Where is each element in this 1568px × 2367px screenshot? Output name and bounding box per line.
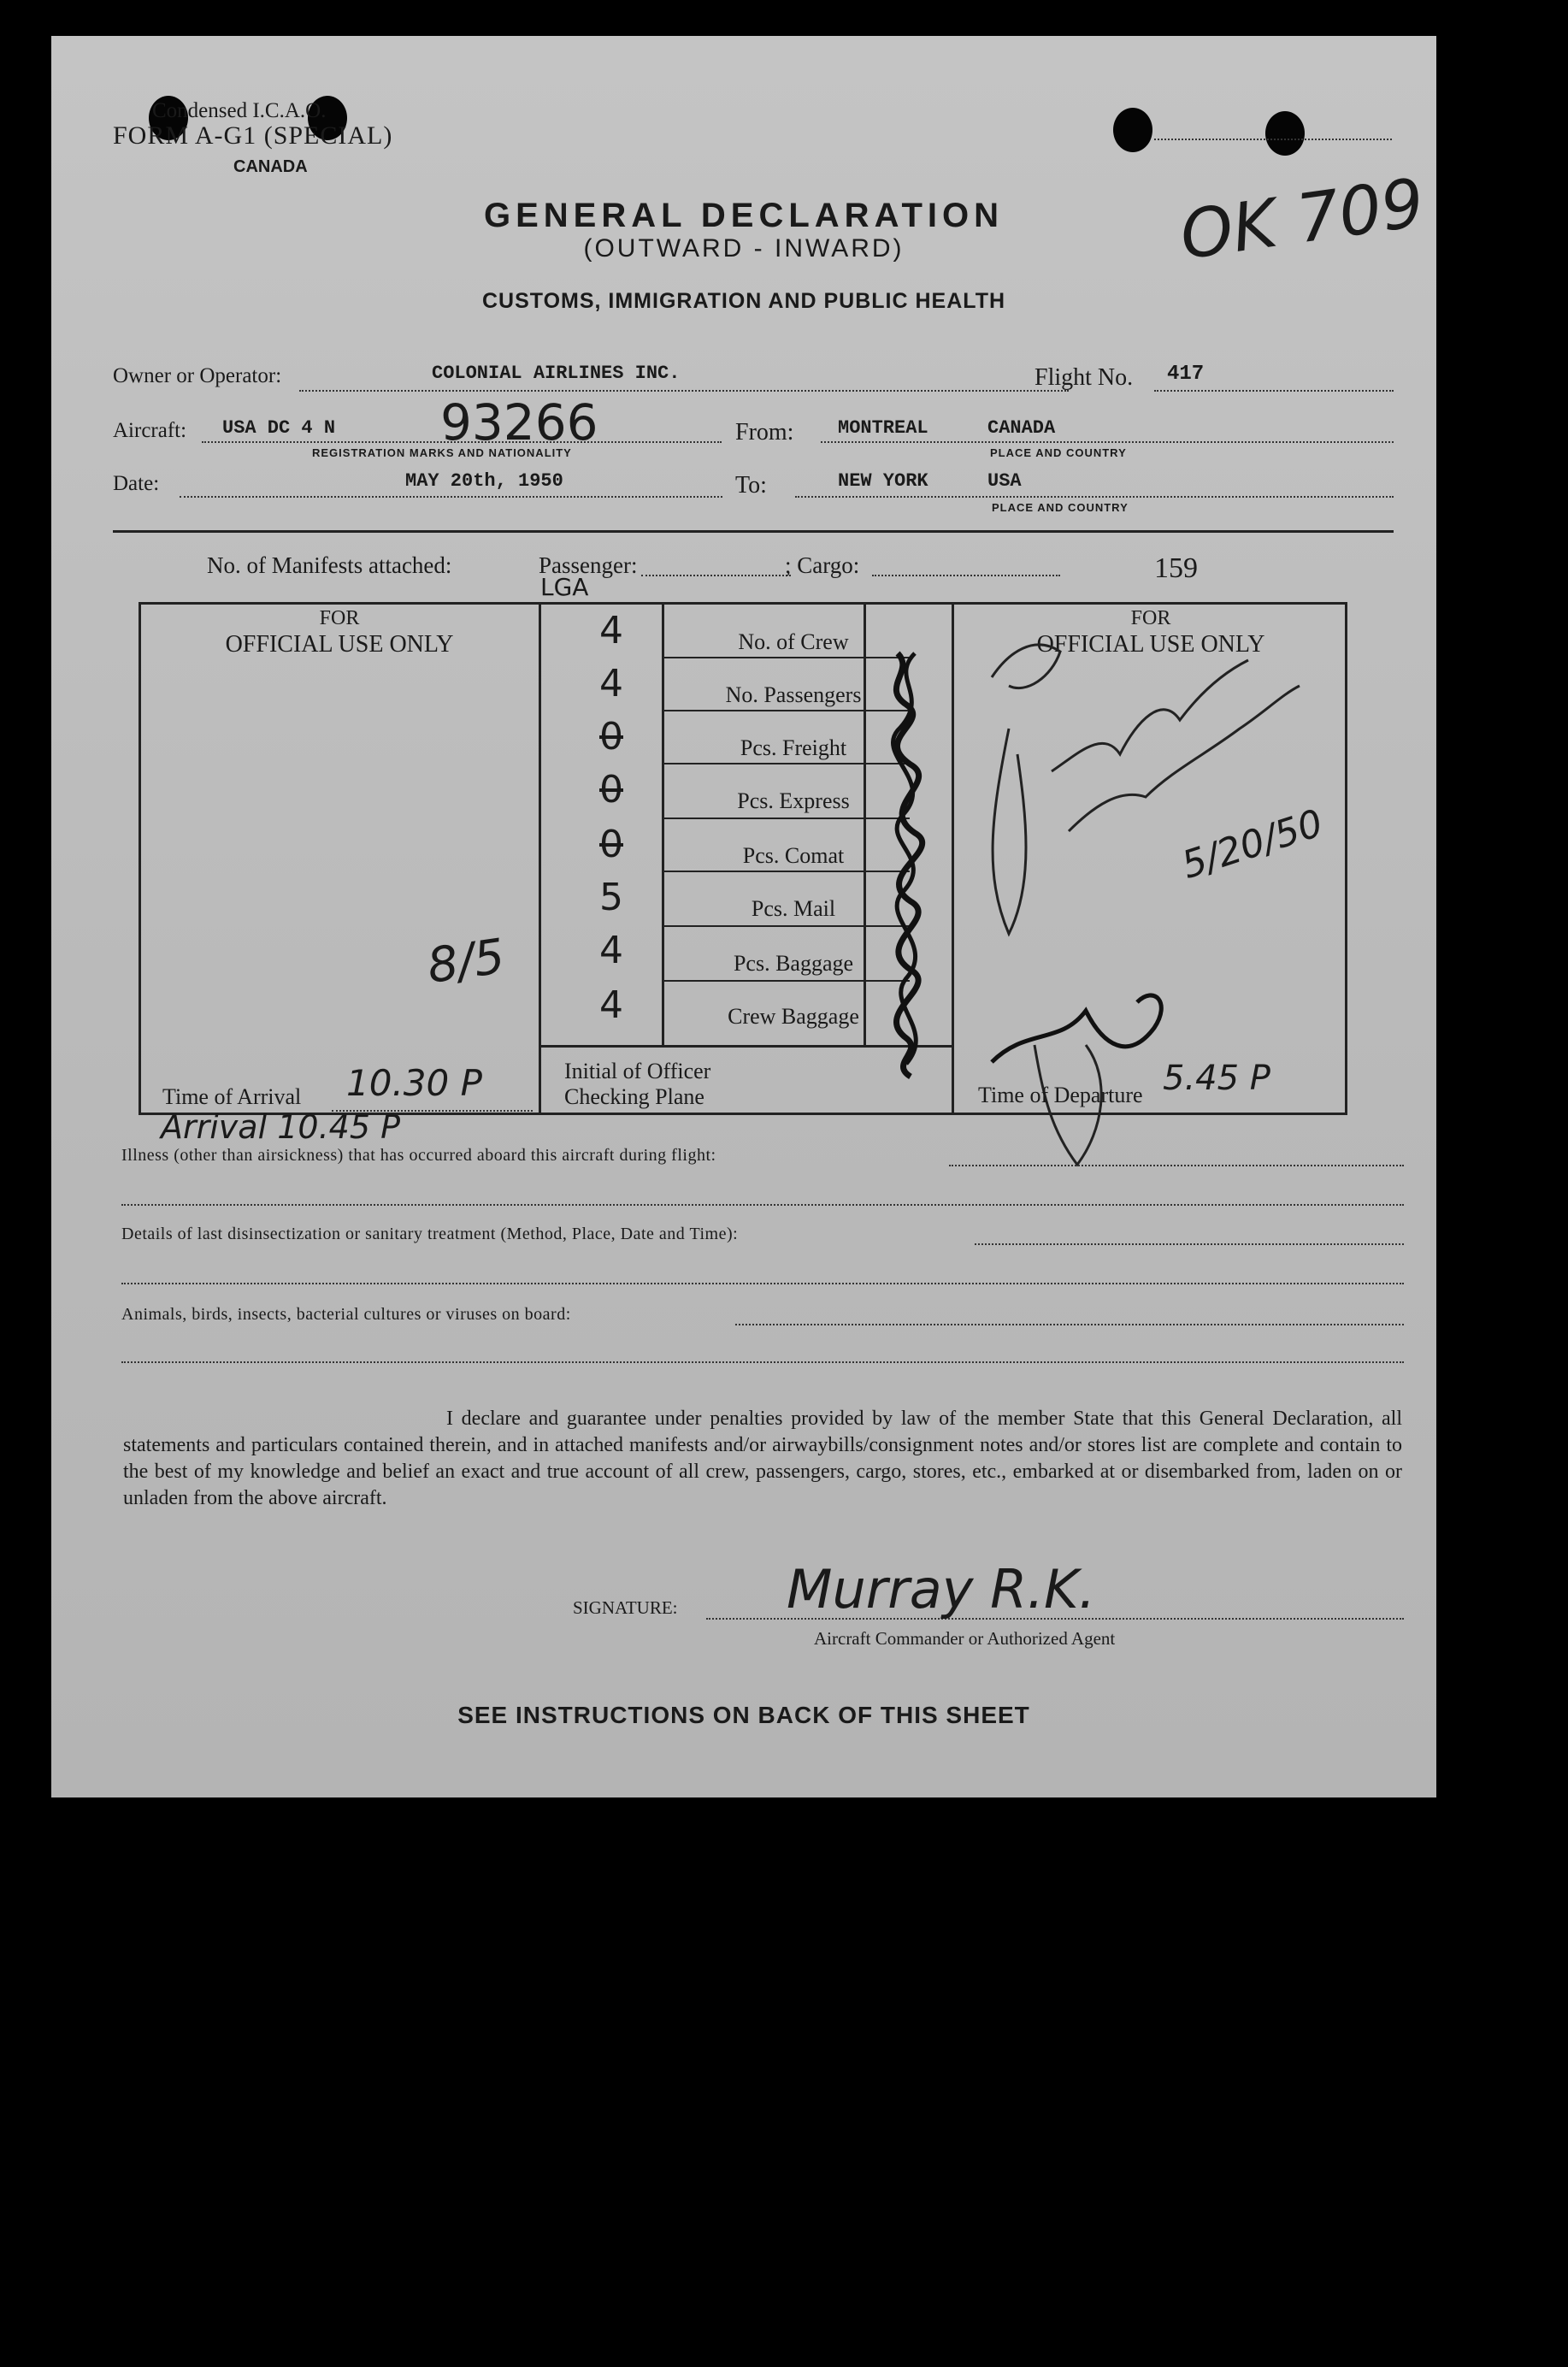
owner-value: COLONIAL AIRLINES INC. — [432, 363, 681, 384]
initial-label-1: Initial of Officer — [564, 1059, 711, 1083]
table-row-count: 4 — [599, 662, 623, 705]
illness-line — [949, 1165, 1404, 1166]
right-head-for: FOR — [1130, 607, 1171, 629]
top-right-dotted-line — [1154, 139, 1392, 140]
form-line1: Condensed I.C.A.O. — [152, 99, 327, 122]
table-row-count: 0 — [599, 768, 623, 812]
time-arrival-label: Time of Arrival — [162, 1084, 302, 1109]
table-row-label: Crew Baggage — [728, 1004, 859, 1029]
cargo-line — [872, 575, 1060, 576]
declaration-text: I declare and guarantee under penalties provided by law of the member State that this General Declaration, all statements and particulars contained therein, and in attached manifests and/or airwaybills/consignment notes and/or stores list are complete and contain to the best of my knowledge and belief an exact and true account of all crew, passengers, cargo, stores, etc., embarked at or disembarked from, laden on or unladen from the above aircraft. — [123, 1408, 1402, 1509]
aircraft-reg-handwritten: 93266 — [440, 393, 598, 452]
from-line — [821, 441, 1394, 443]
form-line3: CANADA — [233, 157, 308, 176]
date-value: MAY 20th, 1950 — [405, 470, 563, 492]
disinsect-label: Details of last disinsectization or sanitary treatment (Method, Place, Date and Time): — [121, 1225, 739, 1243]
page-subheading: CUSTOMS, IMMIGRATION AND PUBLIC HEALTH — [481, 289, 1006, 313]
punch-hole — [1265, 111, 1305, 156]
date-line — [180, 496, 722, 498]
passenger-line — [641, 575, 791, 576]
aircraft-label: Aircraft: — [113, 419, 187, 442]
table-row-count: 4 — [599, 983, 623, 1027]
to-country: USA — [987, 470, 1022, 492]
owner-line — [299, 390, 1069, 392]
page-subtitle: (OUTWARD - INWARD) — [583, 234, 905, 263]
signature-caption: Aircraft Commander or Authorized Agent — [814, 1628, 1116, 1649]
time-departure-value: 5.45 P — [1163, 1059, 1270, 1098]
disinsect-line-2 — [121, 1283, 1404, 1284]
illness-label: Illness (other than airsickness) that has occurred aboard this aircraft during flight: — [121, 1146, 716, 1165]
cargo-value: 159 — [1154, 552, 1198, 584]
to-caption: PLACE AND COUNTRY — [992, 501, 1129, 514]
table-row-count: 4 — [599, 609, 623, 652]
aircraft-value: USA DC 4 N — [222, 417, 336, 439]
right-official-scribbles — [958, 600, 1351, 1199]
form-line2: FORM A-G1 (SPECIAL) — [113, 121, 393, 150]
animals-line-2 — [121, 1361, 1404, 1363]
table-row-count: 0 — [599, 823, 623, 866]
table-row-label: No. Passengers — [725, 682, 862, 707]
table-divider — [539, 602, 541, 1115]
right-head-official: OFFICIAL USE ONLY — [1036, 631, 1265, 658]
document-sheet — [51, 36, 1436, 1797]
registration-caption: REGISTRATION MARKS AND NATIONALITY — [312, 446, 572, 459]
right-annotation-date: 5/20/50 — [1176, 801, 1329, 888]
manifests-label: No. of Manifests attached: — [207, 552, 452, 578]
page-title: GENERAL DECLARATION — [483, 197, 1005, 234]
owner-label: Owner or Operator: — [113, 364, 282, 387]
passenger-handwritten: LGA — [540, 573, 589, 601]
footer-instructions: SEE INSTRUCTIONS ON BACK OF THIS SHEET — [457, 1702, 1030, 1728]
signature-label: SIGNATURE: — [573, 1597, 678, 1618]
flight-label: Flight No. — [1035, 364, 1134, 391]
passenger-label: Passenger: — [539, 552, 638, 578]
flight-line — [1154, 390, 1394, 392]
table-row-label: Pcs. Freight — [740, 735, 847, 760]
table-row-label: Pcs. Express — [737, 788, 850, 813]
officer-initials-scribble — [864, 602, 958, 1081]
left-head-official: OFFICIAL USE ONLY — [225, 631, 454, 658]
arrival-note: Arrival 10.45 P — [161, 1108, 400, 1146]
signature-value: Murray R.K. — [787, 1558, 1096, 1620]
time-arrival-value: 10.30 P — [346, 1062, 482, 1104]
table-row-label: Pcs. Comat — [742, 843, 845, 868]
table-row-label: Pcs. Baggage — [733, 951, 854, 976]
from-caption: PLACE AND COUNTRY — [990, 446, 1127, 459]
animals-label: Animals, birds, insects, bacterial cultures or viruses on board: — [121, 1305, 571, 1324]
left-head-for: FOR — [319, 607, 360, 629]
table-row-count: 5 — [599, 876, 623, 919]
time-departure-label: Time of Departure — [978, 1083, 1143, 1107]
table-row-label: Pcs. Mail — [751, 896, 836, 921]
handwritten-ref: OK 709 — [1176, 164, 1429, 275]
animals-line — [735, 1324, 1404, 1325]
table-row-count: 0 — [599, 715, 623, 759]
from-city: MONTREAL — [838, 417, 928, 439]
to-line — [795, 496, 1394, 498]
table-row-count: 4 — [599, 929, 623, 972]
illness-line-2 — [121, 1204, 1404, 1206]
to-city: NEW YORK — [838, 470, 928, 492]
cargo-label: ; Cargo: — [785, 552, 860, 578]
from-label: From: — [735, 419, 794, 446]
date-label: Date: — [113, 472, 160, 495]
punch-hole — [1113, 108, 1152, 152]
disinsect-line — [975, 1243, 1404, 1245]
initial-label-2: Checking Plane — [564, 1084, 704, 1109]
from-country: CANADA — [987, 417, 1056, 439]
to-label: To: — [735, 472, 767, 499]
header-divider — [113, 530, 1394, 533]
left-annotation: 8/5 — [423, 929, 509, 995]
table-row-label: No. of Crew — [738, 629, 849, 654]
flight-value: 417 — [1167, 363, 1205, 386]
